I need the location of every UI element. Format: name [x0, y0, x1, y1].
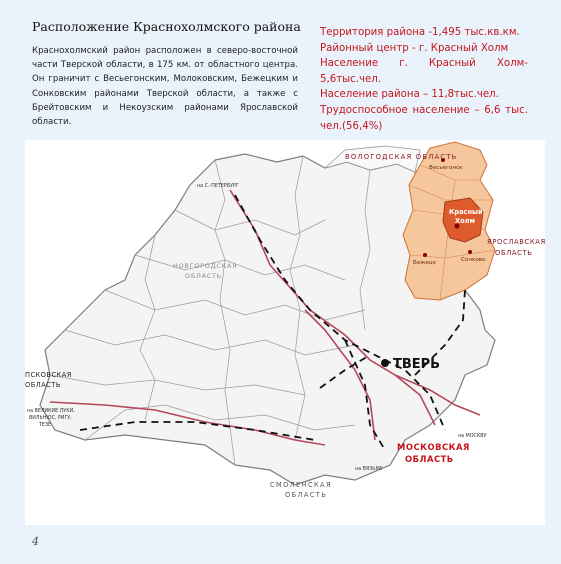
region-map-svg	[25, 140, 545, 525]
label-vologda: ВОЛОГОДСКАЯ ОБЛАСТЬ	[345, 153, 458, 161]
label-novgorod-2: ОБЛАСТЬ	[185, 272, 222, 280]
label-to-spb: на С.-ПЕТЕРБУРГ	[197, 184, 239, 189]
fact-workforce: Трудоспособное население – 6,6 тыс. чел.(56,4%)	[320, 104, 528, 132]
label-yaroslavl-1: ЯРОСЛАВСКАЯ	[487, 238, 545, 246]
page-number: 4	[32, 535, 39, 548]
label-tver: ТВЕРЬ	[393, 357, 441, 372]
description-paragraph: Краснохолмский район расположен в северо-восточной части Тверской области, в 175 км. от областного центра. Он граничит с Весьегонским, Молоковским, Бежецким и Сонковским районами Тверской области, а также с Брейтовским и Некоузским районами Ярославской области.	[32, 46, 298, 128]
label-smolensk-1: СМОЛЕНСКАЯ	[270, 481, 332, 489]
page-title: Расположение Краснохолмского района	[32, 19, 301, 34]
label-vesyegonsk: Весьегонск	[429, 165, 463, 171]
fact-center: Районный центр - г. Красный Холм	[320, 42, 509, 54]
label-smolensk-2: ОБЛАСТЬ	[285, 491, 328, 499]
label-to-velikie-luki-2: ВИЛЬНЮС, РИГУ,	[29, 416, 72, 421]
label-krasny-holm-2: Холм	[455, 217, 475, 225]
label-to-vyazma: на ВЯЗЬМУ	[355, 467, 383, 472]
label-pskov-2: ОБЛАСТЬ	[25, 381, 61, 389]
sonkovo-marker	[468, 250, 472, 254]
bezhetsk-marker	[423, 253, 427, 257]
region-map	[25, 140, 545, 525]
label-yaroslavl-2: ОБЛАСТЬ	[495, 249, 533, 257]
tver-city-marker	[381, 359, 389, 367]
label-sonkovo: Сонково	[461, 257, 486, 263]
label-moscow-2: ОБЛАСТЬ	[405, 454, 454, 464]
fact-district-population: Население района – 11,8тыс.чел.	[320, 89, 499, 101]
facts-list	[320, 25, 528, 134]
fact-territory: Территория района -1,495 тыс.кв.км.	[320, 27, 520, 38]
label-to-velikie-luki-1: на ВЕЛИКИЕ ЛУКИ,	[27, 409, 75, 414]
label-krasny-holm-1: Красный	[449, 208, 483, 216]
label-bezhetsk: Бежецк	[413, 260, 436, 266]
label-novgorod-1: НОВГОРОДСКАЯ	[173, 262, 238, 270]
label-moscow-1: МОСКОВСКАЯ	[397, 442, 470, 452]
fact-town-population: Население г. Красный Холм- 5,6тыс.чел.	[320, 58, 528, 85]
label-to-moscow: на МОСКВУ	[458, 434, 487, 439]
label-to-velikie-luki-3: ТЕЗЕ	[39, 423, 52, 428]
label-pskov-1: ПСКОВСКАЯ	[25, 371, 72, 379]
